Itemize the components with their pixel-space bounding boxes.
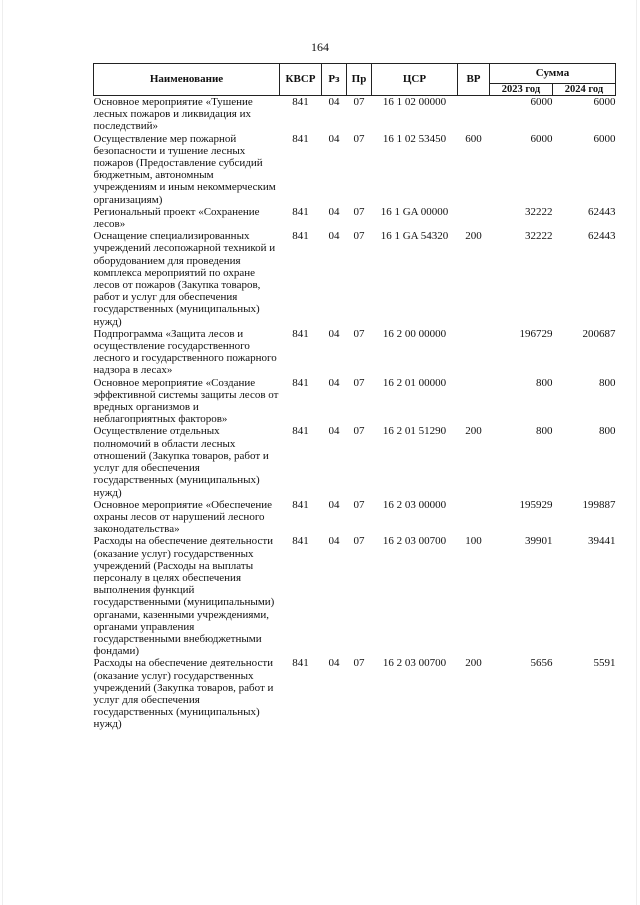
row-sum-2024: 39441 — [588, 535, 616, 548]
row-kvsr: 841 — [292, 376, 309, 389]
table-row — [94, 206, 616, 230]
row-sum-2024: 62443 — [588, 205, 616, 218]
row-vr: 200 — [465, 425, 482, 438]
row-pr: 07 — [353, 327, 365, 340]
row-rz: 04 — [328, 327, 340, 340]
table-row — [94, 499, 616, 536]
row-csr: 16 2 01 51290 — [382, 425, 447, 438]
row-kvsr: 841 — [292, 535, 309, 548]
row-sum-2023: 32222 — [525, 205, 553, 218]
row-rz: 04 — [328, 230, 340, 243]
row-vr — [458, 328, 490, 377]
scan-edge-left — [2, 0, 3, 905]
row-sum-2023: 6000 — [530, 96, 553, 108]
budget-table — [93, 63, 616, 731]
row-sum-2024: 199887 — [582, 498, 616, 511]
table-row — [94, 230, 616, 328]
header-name: Наименование — [94, 64, 280, 96]
row-sum-2024: 5591 — [593, 657, 616, 670]
header-pr: Пр — [347, 64, 372, 96]
row-sum-2023: 6000 — [530, 132, 553, 145]
row-sum-2023: 32222 — [525, 230, 553, 243]
header-rz: Рз — [322, 64, 347, 96]
row-csr: 16 1 GA 54320 — [380, 230, 449, 243]
header-kvsr: КВСР — [280, 64, 322, 96]
table-row — [94, 657, 616, 730]
row-name: Основное мероприятие «Тушение лесных пожаров и ликвидация их последствий» — [93, 96, 253, 133]
row-vr — [458, 377, 490, 426]
row-vr: 600 — [465, 132, 482, 145]
table-row — [94, 328, 616, 377]
row-kvsr: 841 — [292, 327, 309, 340]
row-name: Расходы на обеспечение деятельности (оказание услуг) государственных учреждений (Закупка товаров, работ и услуг для обеспечения государственных (муниципальных) нужд) — [93, 657, 274, 731]
row-sum-2023: 195929 — [519, 498, 553, 511]
row-name: Осуществление отдельных полномочий в области лесных отношений (Закупка товаров, работ и услуг для обеспечения государственных (муниципальных) нужд) — [93, 425, 269, 499]
row-csr: 16 2 03 00700 — [382, 535, 447, 548]
row-csr: 16 2 03 00000 — [382, 498, 447, 511]
row-sum-2023: 196729 — [519, 327, 553, 340]
header-vr: ВР — [458, 64, 490, 96]
row-csr: 16 1 02 53450 — [382, 132, 447, 145]
row-vr — [458, 499, 490, 536]
row-rz: 04 — [328, 535, 340, 548]
row-name: Региональный проект «Сохранение лесов» — [93, 205, 260, 231]
row-pr: 07 — [353, 96, 365, 108]
table-row — [94, 133, 616, 206]
row-pr: 07 — [353, 535, 365, 548]
row-pr: 07 — [353, 205, 365, 218]
header-sum: Сумма — [490, 64, 616, 84]
row-pr: 07 — [353, 657, 365, 670]
row-pr: 07 — [353, 376, 365, 389]
row-pr: 07 — [353, 132, 365, 145]
row-name: Оснащение специализированных учреждений лесопожарной техникой и оборудованием для проведения комплекса мероприятий по охране лесов от пожаров (Закупка товаров, работ и услуг для обеспечения государственных (муниципальных) нужд) — [93, 230, 276, 328]
row-name: Подпрограмма «Защита лесов и осуществление государственного лесного и государственного пожарного надзора в лесах» — [93, 327, 277, 377]
row-sum-2023: 5656 — [530, 657, 553, 670]
row-sum-2023: 800 — [536, 425, 553, 438]
table-body — [94, 96, 616, 731]
row-rz: 04 — [328, 96, 340, 108]
row-kvsr: 841 — [292, 425, 309, 438]
row-csr: 16 2 03 00700 — [382, 657, 447, 670]
row-rz: 04 — [328, 205, 340, 218]
row-name: Осуществление мер пожарной безопасности и тушение лесных пожаров (Предоставление субсидий бюджетным, автономным учреждениям и иным некоммерческим организациям) — [93, 132, 276, 206]
row-vr: 200 — [465, 657, 482, 670]
row-csr: 16 2 00 00000 — [382, 327, 447, 340]
row-kvsr: 841 — [292, 230, 309, 243]
row-kvsr: 841 — [292, 96, 309, 108]
table-row — [94, 96, 616, 133]
header-year-2024: 2024 год — [553, 84, 616, 96]
row-pr: 07 — [353, 230, 365, 243]
table-row — [94, 377, 616, 426]
row-pr: 07 — [353, 498, 365, 511]
header-csr: ЦСР — [372, 64, 458, 96]
row-sum-2023: 39901 — [525, 535, 553, 548]
row-vr — [458, 206, 490, 230]
header-year-2023: 2023 год — [490, 84, 553, 96]
row-kvsr: 841 — [292, 205, 309, 218]
row-name: Основное мероприятие «Создание эффективной системы защиты лесов от вредных организмов и неблагоприятных факторов» — [93, 376, 279, 426]
row-vr — [458, 96, 490, 133]
row-name: Основное мероприятие «Обеспечение охраны лесов от нарушений лесного законодательства» — [93, 498, 273, 536]
row-sum-2024: 800 — [599, 376, 616, 389]
row-csr: 16 1 GA 00000 — [380, 205, 449, 218]
row-csr: 16 2 01 00000 — [382, 376, 447, 389]
row-name: Расходы на обеспечение деятельности (оказание услуг) государственных учреждений (Расходы на выплаты персоналу в целях обеспечения выполнения функций государственными (муниципальными) органами, казенными учреждениями, органами управления государственными внебюджетными фондами) — [93, 535, 275, 658]
row-sum-2024: 800 — [599, 425, 616, 438]
row-pr: 07 — [353, 425, 365, 438]
row-sum-2023: 800 — [536, 376, 553, 389]
row-rz: 04 — [328, 132, 340, 145]
page-number: 164 — [311, 40, 329, 54]
row-rz: 04 — [328, 657, 340, 670]
table-row — [94, 425, 616, 498]
table-header — [94, 64, 616, 96]
row-vr: 200 — [465, 230, 482, 243]
row-sum-2024: 62443 — [588, 230, 616, 243]
row-kvsr: 841 — [292, 657, 309, 670]
row-rz: 04 — [328, 498, 340, 511]
scan-edge-right — [636, 0, 637, 905]
row-vr: 100 — [465, 535, 482, 548]
row-kvsr: 841 — [292, 132, 309, 145]
row-sum-2024: 6000 — [593, 96, 616, 108]
row-kvsr: 841 — [292, 498, 309, 511]
row-sum-2024: 6000 — [593, 132, 616, 145]
row-sum-2024: 200687 — [582, 327, 616, 340]
row-rz: 04 — [328, 425, 340, 438]
row-csr: 16 1 02 00000 — [382, 96, 447, 108]
table-row — [94, 535, 616, 657]
row-rz: 04 — [328, 376, 340, 389]
